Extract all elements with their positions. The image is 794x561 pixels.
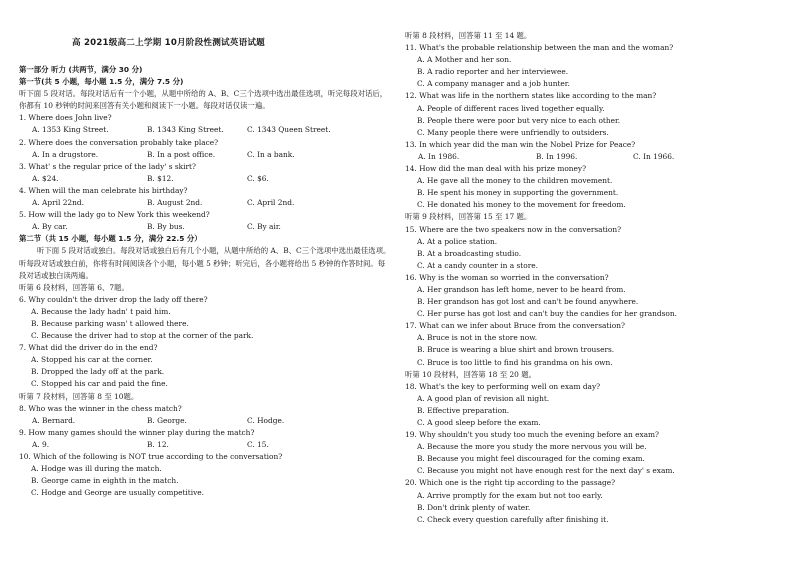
question-10: 10. Which of the following is NOT true according to the conversation? [19, 452, 283, 461]
option-a: A. $24. [32, 173, 59, 183]
question-19-option-b: B. Because you might feel discouraged for the coming exam. [417, 454, 645, 464]
question-17-option-b: B. Bruce is wearing a blue shirt and brown trousers. [417, 345, 615, 355]
option-a: A. By car. [32, 222, 68, 232]
question-9-options [19, 439, 391, 451]
option-c: C. $6. [247, 173, 269, 183]
option-c: C. In 1966. [633, 151, 675, 161]
option-b: B. By bus. [147, 222, 185, 232]
option-b: B. In 1996. [536, 151, 578, 161]
material-9-header: 听第 9 段材料，回答第 15 至 17 题。 [405, 212, 532, 222]
question-16-option-b: B. Her grandson has got lost and can't be found anywhere. [417, 297, 639, 307]
question-8: 8. Who was the winner in the chess match? [19, 403, 182, 413]
option-a: A. 9. [32, 439, 50, 449]
question-11-option-b: B. A radio reporter and her interviewee. [417, 67, 569, 77]
question-14: 14. How did the man deal with his prize money? [405, 164, 587, 174]
question-17-option-c: C. Bruce is too little to find his grandma on his own. [417, 357, 613, 367]
question-6-option-c: C. Because the driver had to stop at the corner of the park. [31, 331, 254, 341]
question-1-options [19, 124, 391, 136]
option-c: C. 15. [247, 439, 269, 449]
question-18-option-a: A. A good plan of revision all night. [417, 393, 550, 403]
question-6-option-b: B. Because parking wasn' t allowed there. [31, 318, 189, 328]
question-5-options [19, 221, 391, 233]
question-18: 18. What's the key to performing well on exam day? [405, 381, 601, 391]
option-b: B. 12. [147, 439, 169, 449]
question-15-option-b: B. At a broadcasting studio. [417, 248, 522, 258]
option-a: A. 1353 King Street. [32, 125, 109, 135]
exam-title: 高 2021级高二上学期 10月阶段性测试英语试题 [72, 38, 265, 48]
question-10-option-c: C. Hodge and George are usually competitive. [31, 488, 205, 498]
option-a: A. In 1986. [418, 151, 460, 161]
question-8-options [19, 415, 391, 427]
question-18-option-c: C. A good sleep before the exam. [417, 418, 541, 427]
question-16-option-a: A. Her grandson has left home, never to be heard from. [417, 284, 626, 294]
question-19-option-c: C. Because you might not have enough rest for the next day' s exam. [417, 466, 675, 476]
question-14-option-b: B. He spent his money in supporting the government. [417, 188, 619, 198]
question-4-options [19, 197, 391, 209]
question-6-option-a: A. Because the lady hadn' t paid him. [31, 306, 171, 316]
question-7: 7. What did the driver do in the end? [19, 343, 158, 353]
option-c: C. By air. [247, 222, 281, 232]
material-7-header: 听第 7 段材料，回答第 8 至 10题。 [19, 391, 139, 401]
question-3: 3. What' s the regular price of the lady' s skirt? [19, 161, 196, 171]
option-a: A. April 22nd. [32, 198, 84, 208]
question-11: 11. What's the probable relationship between the man and the woman? [405, 43, 674, 53]
question-15-option-c: C. At a candy counter in a store. [417, 260, 538, 270]
question-17: 17. What can we infer about Bruce from the conversation? [405, 321, 625, 331]
question-11-option-c: C. A company manager and a job hunter. [417, 79, 570, 89]
question-6: 6. Why couldn't the driver drop the lady off there? [19, 294, 208, 304]
question-16: 16. Why is the woman so worried in the conversation? [405, 272, 609, 282]
option-b: B. $12. [147, 173, 174, 183]
option-b: B. 1343 King Street. [147, 125, 224, 135]
option-c: C. 1343 Queen Street. [247, 125, 331, 135]
question-18-option-b: B. Effective preparation. [417, 405, 510, 415]
section2-instructions: 听下面 5 段对话或独白。每段对话或独白后有几个小题，从题中所给的 A、B、C三个选项中选出最佳选项。听每段对话或独白前，你将有时间阅读各个小题，每小题 5 秒钟；听完后，各小题将给出 5 秒钟的作答时间。每段对话或独白读两遍。 [19, 246, 391, 280]
question-10-option-a: A. Hodge was ill during the match. [31, 464, 162, 474]
question-20-option-c: C. Check every question carefully after finishing it. [417, 514, 609, 524]
question-14-option-a: A. He gave all the money to the children movement. [417, 176, 613, 186]
section1-instructions: 听下面 5 段对话。每段对话后有一个小题，从题中所给的 A、B、C三个选项中选出最佳选项，听完每段对话后，你都有 10 秒钟的时间来回答有关小题和阅读下一小题。每段对话仅读一遍。 [19, 89, 388, 111]
question-17-option-a: A. Bruce is not in the store now. [417, 333, 538, 343]
question-7-option-a: A. Stopped his car at the corner. [31, 355, 153, 365]
material-8-header: 听第 8 段材料，回答第 11 至 14 题。 [405, 31, 532, 40]
question-7-option-b: B. Dropped the lady off at the park. [31, 367, 165, 377]
question-20-option-b: B. Don't drink plenty of water. [417, 502, 531, 512]
question-4: 4. When will the man celebrate his birthday? [19, 185, 188, 195]
question-15: 15. Where are the two speakers now in the conversation? [405, 224, 622, 234]
right-column [405, 30, 785, 526]
question-14-option-c: C. He donated his money to the movement for freedom. [417, 200, 626, 210]
question-2-options [19, 149, 391, 161]
option-b: B. August 2nd. [147, 198, 203, 208]
question-12-option-c: C. Many people there were unfriendly to outsiders. [417, 127, 609, 137]
option-c: C. April 2nd. [247, 198, 295, 208]
option-a: A. Bernard. [32, 415, 76, 425]
option-b: B. George. [147, 415, 187, 425]
question-13: 13. In which year did the man win the Nobel Prize for Peace? [405, 139, 636, 149]
question-19-option-a: A. Because the more you study the more nervous you will be. [417, 442, 647, 452]
question-3-options [19, 173, 391, 185]
question-12-option-a: A. People of different races lived together equally. [417, 103, 605, 113]
question-16-option-c: C. Her purse has got lost and can't buy the candies for her grandson. [417, 309, 677, 319]
section1-heading: 第一节(共 5 小题，每小题 1.5 分，满分 7.5 分) [19, 77, 184, 87]
question-20-option-a: A. Arrive promptly for the exam but not too early. [417, 490, 603, 500]
question-12: 12. What was life in the northern states like according to the man? [405, 91, 657, 101]
option-b: B. In a post office. [147, 149, 216, 159]
left-column [19, 64, 391, 499]
question-15-option-a: A. At a police station. [417, 236, 498, 246]
question-12-option-b: B. People there were poor but very nice to each other. [417, 115, 621, 125]
question-2: 2. Where does the conversation probably take place? [19, 137, 219, 147]
question-5: 5. How will the lady go to New York this weekend? [19, 210, 210, 220]
question-10-option-b: B. George came in eighth in the match. [31, 476, 179, 486]
question-7-option-c: C. Stopped his car and paid the fine. [31, 379, 168, 389]
part1-heading: 第一部分 听力 (共两节，满分 30 分) [19, 65, 143, 74]
question-9: 9. How many games should the winner play during the match? [19, 427, 255, 437]
material-10-header: 听第 10 段材料，回答第 18 至 20 题。 [405, 369, 536, 379]
question-1: 1. Where does John live? [19, 113, 112, 123]
section2-heading: 第二节（共 15 小题，每小题 1.5 分，满分 22.5 分） [19, 234, 202, 244]
material-6-header: 听第 6 段材料，回答第 6、7题。 [19, 282, 129, 292]
question-19: 19. Why shouldn't you study too much the evening before an exam? [405, 430, 660, 440]
option-a: A. In a drugstore. [32, 149, 99, 159]
option-c: C. In a bank. [247, 149, 295, 159]
question-11-option-a: A. A Mother and her son. [417, 55, 512, 65]
question-13-options [405, 151, 785, 163]
option-c: C. Hodge. [247, 415, 285, 425]
question-20: 20. Which one is the right tip according to the passage? [405, 478, 616, 488]
